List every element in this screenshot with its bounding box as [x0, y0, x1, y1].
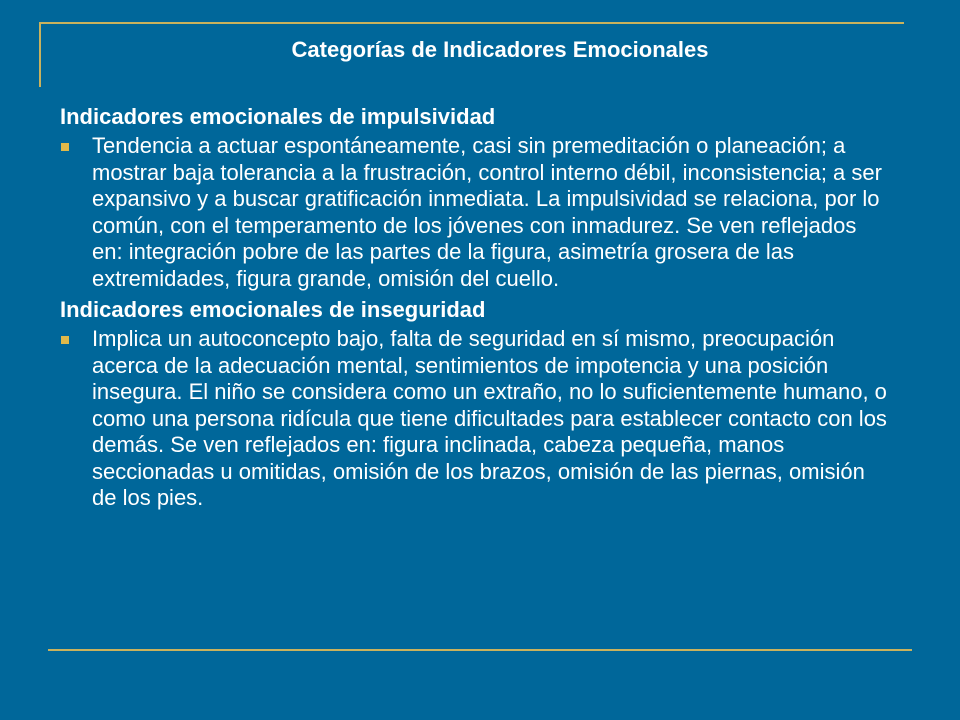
- bullet-text-impulsividad: Tendencia a actuar espontáneamente, casi sin premeditación o planeación; a mostrar baja tolerancia a la frustración, control interno débil, inconsistencia; a ser expansivo y a buscar gratificación inmediata. La impulsividad se relaciona, por lo común, con el temperamento de los jóvenes con inmadurez. Se ven reflejados en: integración pobre de las partes de la figura, asimetría grosera de las extremidades, figura grande, omisión del cuello.: [92, 133, 882, 291]
- top-divider-line: [39, 22, 904, 24]
- square-bullet-icon: [61, 143, 69, 151]
- bullet-item-impulsividad: [60, 133, 890, 292]
- bullet-text-inseguridad: Implica un autoconcepto bajo, falta de seguridad en sí mismo, preocupación acerca de la adecuación mental, sentimientos de impotencia y una posición insegura. El niño se considera como un extraño, no lo suficientemente humano, o como una persona ridícula que tiene dificultades para establecer contacto con los demás. Se ven reflejados en: figura inclinada, cabeza pequeña, manos seccionadas u omitidas, omisión de los brazos, omisión de las piernas, omisión de los pies.: [92, 326, 887, 510]
- section-heading-inseguridad: Indicadores emocionales de inseguridad: [60, 297, 486, 322]
- slide-content: [60, 103, 890, 516]
- bullet-item-inseguridad: [60, 326, 890, 512]
- section-heading-impulsividad: Indicadores emocionales de impulsividad: [60, 104, 496, 129]
- square-bullet-icon: [61, 336, 69, 344]
- slide-title: Categorías de Indicadores Emocionales: [291, 37, 709, 62]
- bottom-divider-line: [48, 649, 912, 651]
